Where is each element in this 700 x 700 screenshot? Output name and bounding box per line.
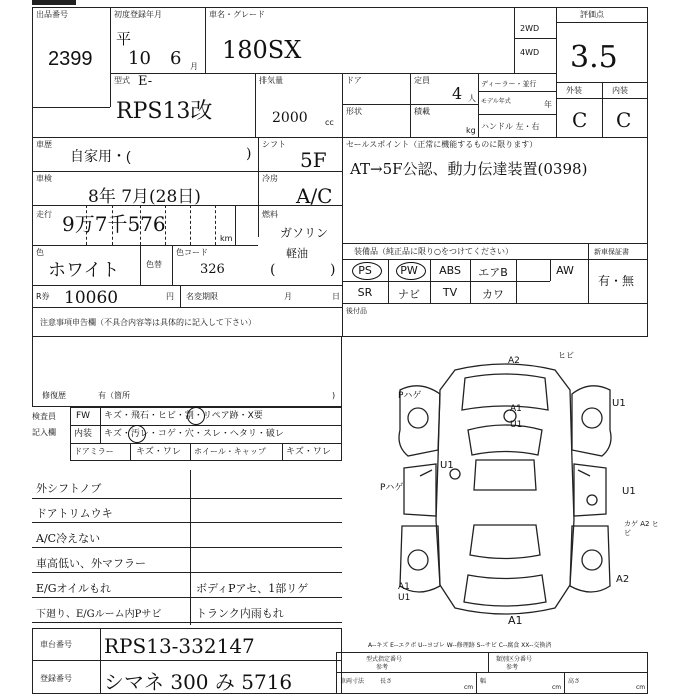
insp-text-wheel: キズ・ワレ [286,447,331,457]
sales-label: セールスポイント（正常に機能するものに限ります） [346,140,538,149]
after-parts-label: 後付品 [346,307,367,315]
month-unit: 月 [190,62,198,71]
exterior-value: C [572,108,588,132]
first-reg-label: 初度登録年月 [114,10,162,19]
inspector-label-1: 検査員 [32,412,56,421]
load-label: 積載 [414,107,430,116]
shift-label: シフト [262,140,286,149]
capacity-label: 定員 [414,76,430,85]
box1-sub: 参考 [376,664,389,671]
reg-era: 平 [116,30,132,48]
nc-month-unit: 月 [284,292,292,301]
mark-u1-right: U1 [612,398,626,409]
displacement-label: 排気量 [259,76,283,85]
insp-head-mirror: ドアミラー [74,447,114,456]
mark-peel-left: Pハゲ [398,391,422,401]
model-value: RPS13改 [116,99,213,124]
note-2: ドアトリムウキ [36,507,113,520]
model-label: 型式 [114,76,130,85]
new-warranty-label: 新車保証書 [594,248,629,256]
repair-close: ) [332,391,336,400]
length-cm: cm [464,684,474,691]
mark-right-rear: カゲ A2 ヒビ [624,520,659,537]
mark-a1-center: A1 [510,404,522,414]
mark-crack-top: ヒビ [558,351,574,360]
mark-u1-center: U1 [510,420,523,430]
box2-sub: 参考 [506,664,519,671]
insp-head-fw: FW [76,411,91,421]
color-code-label: 色コード [176,248,208,257]
height-sub: 高さ [568,678,581,685]
fuel-gas: ガソリン [280,226,329,240]
year-unit: 年 [544,100,552,109]
color-code-value: 326 [200,262,225,277]
name-grade-value: 180SX [222,36,302,64]
reg-month: 6 [170,48,182,69]
note-1: 外シフトノブ [36,482,102,495]
drive-2wd: 2WD [520,24,540,33]
displacement-unit: cc [325,118,334,127]
mark-a1-bottom: A1 [508,614,523,627]
insp-circle-2 [128,425,146,443]
repair-label: 修復歴 [42,391,66,400]
drive-4wd: 4WD [520,48,540,57]
equip-navi: ナビ [398,288,420,301]
length-label: 車両寸法 [340,678,365,685]
lot-value: 2399 [48,48,93,70]
shift-value: 5F [300,148,327,172]
capacity-value: 4 [452,84,463,103]
history-close: ) [246,146,252,162]
top-tab [32,0,76,5]
model-year-label: モデル年式 [481,98,511,105]
mark-peel-side: Pハゲ [380,483,404,493]
note-8: トランク内雨もれ [196,607,284,620]
note-7: 下廻り、E/Gルーム内Pサビ [36,609,162,620]
caution-label: 注意事項申告欄（不具合内容等は具体的に記入して下さい） [40,318,256,327]
note-3: A/C冷えない [36,532,101,545]
inspector-label-2: 記入欄 [32,428,56,437]
mark-a2-rear: A2 [616,574,630,585]
mark-a2-top: A2 [508,356,520,366]
interior-value: C [616,108,632,132]
history-value: 自家用・( [70,148,131,164]
insp-text-interior: キズ・汚レ・コゲ・穴・スレ・ヘタリ・破レ [104,429,284,439]
fuel-paren-close: ) [330,262,336,278]
equip-pw: PW [400,264,418,277]
mileage-label: 走行 [36,210,52,219]
equip-abs: ABS [439,264,461,277]
lot-label: 出品番号 [36,10,68,19]
repair-value: 有（箇所 [98,391,130,400]
displacement-value: 2000 [272,110,308,126]
recycle-unit: 円 [166,292,174,301]
length-sub: 長さ [380,678,393,685]
handle-label: ハンドル 左・右 [481,122,540,131]
score-label: 評価点 [580,10,604,19]
insp-head-wheel: ホイール・キャップ [194,447,266,456]
plate-label: 登録番号 [40,674,72,683]
mark-u1-side: U1 [622,486,636,497]
chassis-label: 車台番号 [40,640,72,649]
mark-u1-left: U1 [440,460,454,471]
insp-head-interior: 内装 [74,429,93,439]
insp-text-mirror: キズ・ワレ [136,447,181,457]
damage-legend: A--キズ E--エクボ U--ヨゴレ W--修理跡 S--サビ C--腐食 XX--交換済 [368,642,552,649]
capacity-unit: 人 [468,94,476,103]
plate-value: シマネ 300 み 5716 [104,670,293,694]
dealer-label: ディーラー・並行 [481,80,537,88]
equip-ps: PS [358,264,372,277]
mark-a1u1-rear: A1 U1 [398,582,411,603]
recycle-value: 10060 [64,288,119,308]
equip-sr: SR [357,286,373,299]
pw-circle [396,262,426,280]
insp-circle-1 [187,407,205,425]
equip-aw: AW [556,264,574,277]
color-change-label: 色替 [146,260,162,269]
ps-circle [352,262,382,280]
equip-airbag: エアB [478,266,508,279]
recycle-label: R券 [36,292,50,301]
score-value: 3.5 [570,40,618,75]
exterior-label: 外装 [566,86,582,95]
insp-text-fw: キズ・飛石・ヒビ・割・リペア跡・X要 [104,411,263,421]
fuel-diesel: 軽油 [286,247,308,260]
width-sub: 幅 [480,678,487,685]
equip-tv: TV [442,286,458,299]
name-grade-label: 車名・グレード [209,10,265,19]
inspection-label: 車検 [36,174,52,183]
ac-value: A/C [296,184,333,208]
height-cm: cm [636,684,646,691]
box1-label: 型式指定番号 [366,656,403,663]
mileage-unit: km [220,234,233,243]
model-prefix: E- [138,74,153,89]
mileage-value: 9万7千576 [62,212,166,236]
load-unit: kg [466,126,476,135]
inspection-value: 8年 7月(28日) [88,187,201,207]
new-warranty-value: 有・無 [598,274,635,288]
width-cm: cm [552,684,562,691]
nc-day-unit: 日 [332,292,340,301]
chassis-value: RPS13-332147 [104,634,255,658]
sales-value: AT→5F公認、動力伝達装置(0398) [350,160,588,178]
reg-year: 10 [128,48,151,69]
fuel-label: 燃料 [262,210,278,219]
interior-label: 内装 [612,86,628,95]
note-4: 車高低い、外マフラー [36,557,146,570]
note-5: E/Gオイルもれ [36,582,111,595]
history-label: 車歴 [36,140,52,149]
color-label: 色 [36,248,44,257]
shape-label: 形状 [346,107,362,116]
equip-leather: カワ [482,288,504,301]
fuel-paren-open: ( [270,262,276,278]
door-label: ドア [346,76,362,85]
caution-frame [32,337,342,407]
ac-label: 冷房 [262,174,278,183]
box2-label: 類別区分番号 [496,656,533,663]
note-6: ボディPアセ、1部リゲ [196,582,309,595]
color-value: ホワイト [48,260,120,281]
name-change-label: 名変期限 [186,292,218,301]
equipment-label: 装備品（純正品に限り○をつけてください） [354,247,513,256]
